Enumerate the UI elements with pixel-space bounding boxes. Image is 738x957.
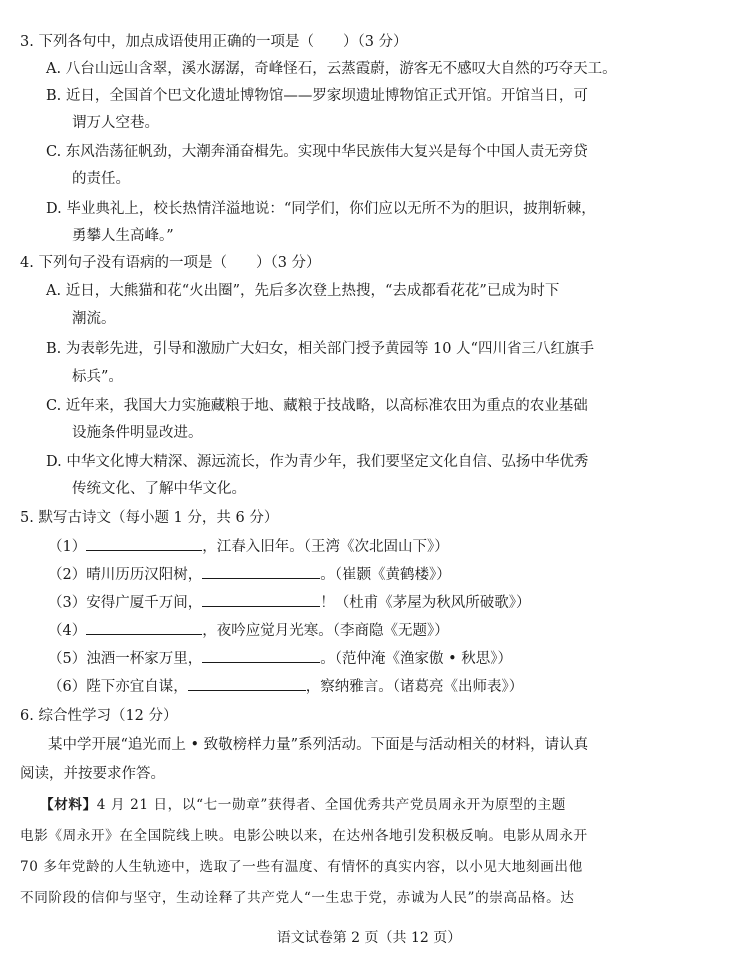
- q5-item-1-prefix: （1）: [48, 539, 87, 555]
- material-text: 4 月 21 日，以“七一勋章”获得者、全国优秀共产党员周永开为原型的主题: [96, 797, 567, 813]
- q5-item-1-suffix: ，江春入旧年。（王湾《次北固山下》）: [202, 539, 449, 555]
- q6-material-line4: 不同阶段的信仰与坚守，生动诠释了共产党人“一生忠于党，赤诚为人民”的崇高品格。达: [20, 890, 575, 906]
- q4-option-d-line1: D. 中华文化博大精深、源远流长，作为青少年，我们要坚定文化自信、弘扬中华优秀: [46, 454, 589, 470]
- q6-intro-line1: 某中学开展“追光而上 • 致敬榜样力量”系列活动。下面是与活动相关的材料，请认真: [48, 737, 589, 753]
- answer-blank[interactable]: [202, 564, 320, 579]
- q3-option-a: A. 八台山远山含翠，溪水潺潺，奇峰怪石，云蒸霞蔚，游客无不感叹大自然的巧夺天工。: [46, 61, 617, 77]
- q6-intro-line2: 阅读，并按要求作答。: [20, 766, 165, 782]
- q4-stem: 4. 下列句子没有语病的一项是（ ）（3 分）: [20, 255, 321, 271]
- q4-option-a-line1: A. 近日，大熊猫和花“火出圈”，先后多次登上热搜，“去成都看花花”已成为时下: [46, 283, 560, 299]
- q3-option-c-line1: C. 东风浩荡征帆劲，大潮奔涌奋楫先。实现中华民族伟大复兴是每个中国人责无旁贷: [46, 144, 588, 160]
- q5-item-6: [48, 676, 523, 697]
- q4-option-c-line2: 设施条件明显改进。: [72, 425, 203, 441]
- q5-item-5-prefix: （5）浊酒一杯家万里，: [48, 651, 203, 667]
- q5-item-2: [48, 564, 451, 585]
- q5-item-3-suffix: ！（杜甫《茅屋为秋风所破歌》）: [320, 595, 531, 611]
- q5-stem: 5. 默写古诗文（每小题 1 分，共 6 分）: [20, 510, 279, 526]
- q6-stem: 6. 综合性学习（12 分）: [20, 708, 178, 724]
- page-footer: 语文试卷第 2 页（共 12 页）: [276, 930, 462, 946]
- answer-blank[interactable]: [202, 592, 320, 607]
- q6-material-line3: 70 多年党龄的人生轨迹中，选取了一些有温度、有情怀的真实内容，以小见大地刻画出他: [20, 859, 583, 875]
- q4-option-c-line1: C. 近年来，我国大力实施藏粮于地、藏粮于技战略，以高标准农田为重点的农业基础: [46, 398, 588, 414]
- q4-option-b-line2: 标兵”。: [72, 369, 123, 385]
- q4-option-b-line1: B. 为表彰先进，引导和激励广大妇女，相关部门授予黄园等 10 人“四川省三八红旗手: [46, 341, 594, 357]
- q5-item-6-prefix: （6）陛下亦宜自谋，: [48, 679, 188, 695]
- q3-option-c-line2: 的责任。: [72, 171, 130, 187]
- material-label: 【材料】: [40, 797, 97, 813]
- q3-option-d-line2: 勇攀人生高峰。”: [72, 228, 174, 244]
- q6-material-line2: 电影《周永开》在全国院线上映。电影公映以来，在达州各地引发积极反响。电影从周永开: [20, 828, 588, 844]
- q5-item-5: [48, 648, 512, 669]
- q5-item-3-prefix: （3）安得广厦千万间，: [48, 595, 203, 611]
- answer-blank[interactable]: [86, 620, 202, 635]
- q5-item-4-prefix: （4）: [48, 623, 87, 639]
- q5-item-3: [48, 592, 530, 613]
- q6-material-line1: [40, 795, 566, 815]
- q4-option-a-line2: 潮流。: [72, 311, 116, 327]
- q3-stem: 3. 下列各句中，加点成语使用正确的一项是（ ）（3 分）: [20, 34, 408, 50]
- q3-option-d-line1: D. 毕业典礼上，校长热情洋溢地说：“同学们，你们应以无所不为的胆识，披荆斩棘，: [46, 201, 596, 217]
- q5-item-1: [48, 536, 449, 557]
- q5-item-5-suffix: 。（范仲淹《渔家傲 • 秋思》）: [320, 651, 513, 667]
- q4-option-d-line2: 传统文化、了解中华文化。: [72, 481, 246, 497]
- q5-item-2-prefix: （2）晴川历历汉阳树，: [48, 567, 203, 583]
- q3-option-b-line2: 谓万人空巷。: [72, 115, 159, 131]
- q3-option-b-line1: B. 近日，全国首个巴文化遗址博物馆——罗家坝遗址博物馆正式开馆。开馆当日，可: [46, 88, 588, 104]
- q5-item-6-suffix: ，察纳雅言。（诸葛亮《出师表》）: [305, 679, 524, 695]
- answer-blank[interactable]: [202, 648, 320, 663]
- q5-item-2-suffix: 。（崔颢《黄鹤楼》）: [320, 567, 451, 583]
- q5-item-4: [48, 620, 449, 641]
- answer-blank[interactable]: [188, 676, 306, 691]
- q5-item-4-suffix: ，夜吟应觉月光寒。（李商隐《无题》）: [202, 623, 449, 639]
- answer-blank[interactable]: [86, 536, 202, 551]
